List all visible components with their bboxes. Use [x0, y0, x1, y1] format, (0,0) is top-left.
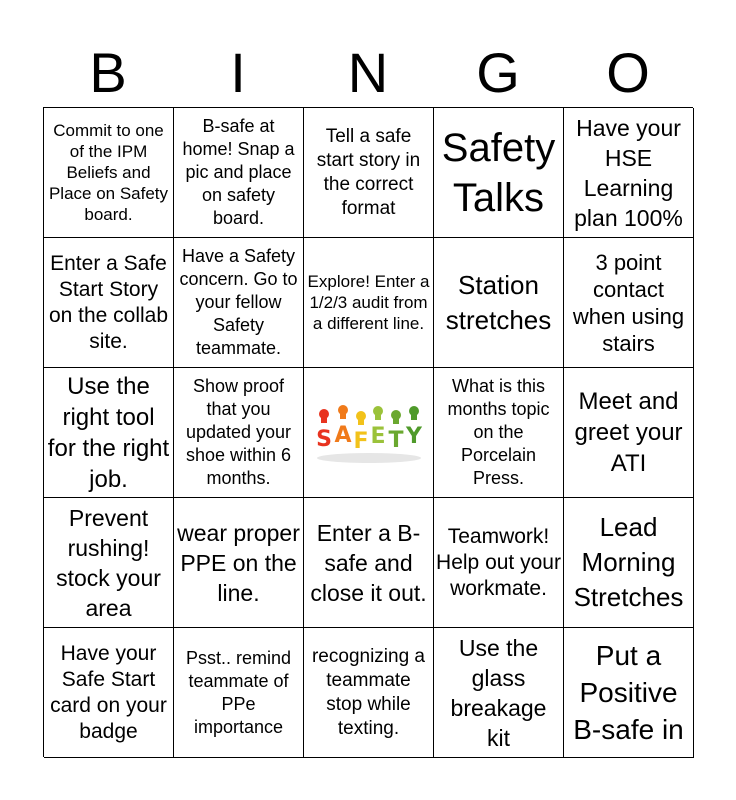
bingo-cell-i3[interactable] [174, 368, 304, 498]
header-letter-n: N [347, 41, 389, 104]
bingo-card [43, 107, 693, 757]
bingo-cell-o1[interactable] [564, 108, 694, 238]
cell-text: What is this months topic on the Porcelain Press. [447, 376, 550, 488]
cell-text: Show proof that you updated your shoe within 6 months. [185, 376, 292, 488]
cell-text: Have your Safe Start card on your badge [50, 641, 167, 743]
bingo-cell-i5[interactable] [174, 628, 304, 758]
bingo-cell-n5[interactable] [304, 628, 434, 758]
cell-text: wear proper PPE on the line. [177, 519, 300, 606]
cell-text: Enter a B-safe and close it out. [310, 519, 427, 606]
svg-text:S: S [315, 426, 332, 452]
bingo-cell-n1[interactable] [304, 108, 434, 238]
bingo-free-space[interactable] [304, 368, 434, 498]
cell-text: Prevent rushing! stock your area [56, 504, 161, 621]
cell-text: Tell a safe start story in the correct format [316, 125, 421, 219]
header-letter-b: B [89, 41, 127, 104]
bingo-cell-o2[interactable] [564, 238, 694, 368]
cell-text: 3 point contact when using stairs [572, 249, 685, 356]
bingo-cell-b1[interactable] [44, 108, 174, 238]
bingo-cell-o5[interactable] [564, 628, 694, 758]
bingo-cell-i4[interactable] [174, 498, 304, 628]
bingo-cell-o4[interactable] [564, 498, 694, 628]
bingo-cell-i1[interactable] [174, 108, 304, 238]
bingo-cell-b5[interactable] [44, 628, 174, 758]
bingo-cell-b2[interactable] [44, 238, 174, 368]
cell-text: B-safe at home! Snap a pic and place on safety board. [182, 116, 295, 228]
svg-text:F: F [352, 428, 369, 454]
cell-text: Enter a Safe Start Story on the collab site. [48, 251, 169, 353]
bingo-cell-n4[interactable] [304, 498, 434, 628]
cell-text: Use the glass breakage kit [450, 634, 547, 751]
header-letter-g: G [476, 41, 520, 104]
bingo-cell-o3[interactable] [564, 368, 694, 498]
cell-text: Station stretches [445, 269, 552, 335]
bingo-cell-b4[interactable] [44, 498, 174, 628]
cell-text: Safety Talks [441, 125, 556, 220]
cell-text: Commit to one of the IPM Beliefs and Place on Safety board. [48, 121, 169, 224]
bingo-cell-i2[interactable] [174, 238, 304, 368]
cell-text: Explore! Enter a 1/2/3 audit from a different line. [307, 272, 430, 333]
cell-text: Use the right tool for the right job. [47, 372, 170, 493]
svg-text:E: E [369, 423, 386, 449]
cell-text: Psst.. remind teammate of PPe importance [185, 647, 292, 737]
bingo-cell-n2[interactable] [304, 238, 434, 368]
header-letter-o: O [606, 41, 650, 104]
svg-text:Y: Y [405, 423, 422, 449]
cell-text: Put a Positive B-safe in [573, 640, 684, 745]
cell-text: Lead Morning Stretches [573, 512, 684, 612]
cell-text: Have your HSE Learning plan 100% [574, 114, 683, 231]
cell-text: Meet and greet your ATI [574, 388, 683, 477]
bingo-cell-g3[interactable] [434, 368, 564, 498]
svg-text:A: A [333, 422, 352, 448]
bingo-header [43, 38, 693, 108]
svg-text:T: T [387, 427, 404, 453]
bingo-cell-b3[interactable] [44, 368, 174, 498]
cell-text: recognizing a teammate stop while texting. [311, 645, 426, 739]
bingo-cell-g4[interactable] [434, 498, 564, 628]
bingo-cell-g5[interactable] [434, 628, 564, 758]
bingo-cell-g1[interactable] [434, 108, 564, 238]
safety-people-letters-icon [310, 398, 428, 468]
bingo-cell-g2[interactable] [434, 238, 564, 368]
cell-text: Teamwork! Help out your workmate. [436, 524, 561, 600]
header-letter-i: I [230, 41, 246, 104]
cell-text: Have a Safety concern. Go to your fellow Safety teammate. [179, 246, 298, 358]
